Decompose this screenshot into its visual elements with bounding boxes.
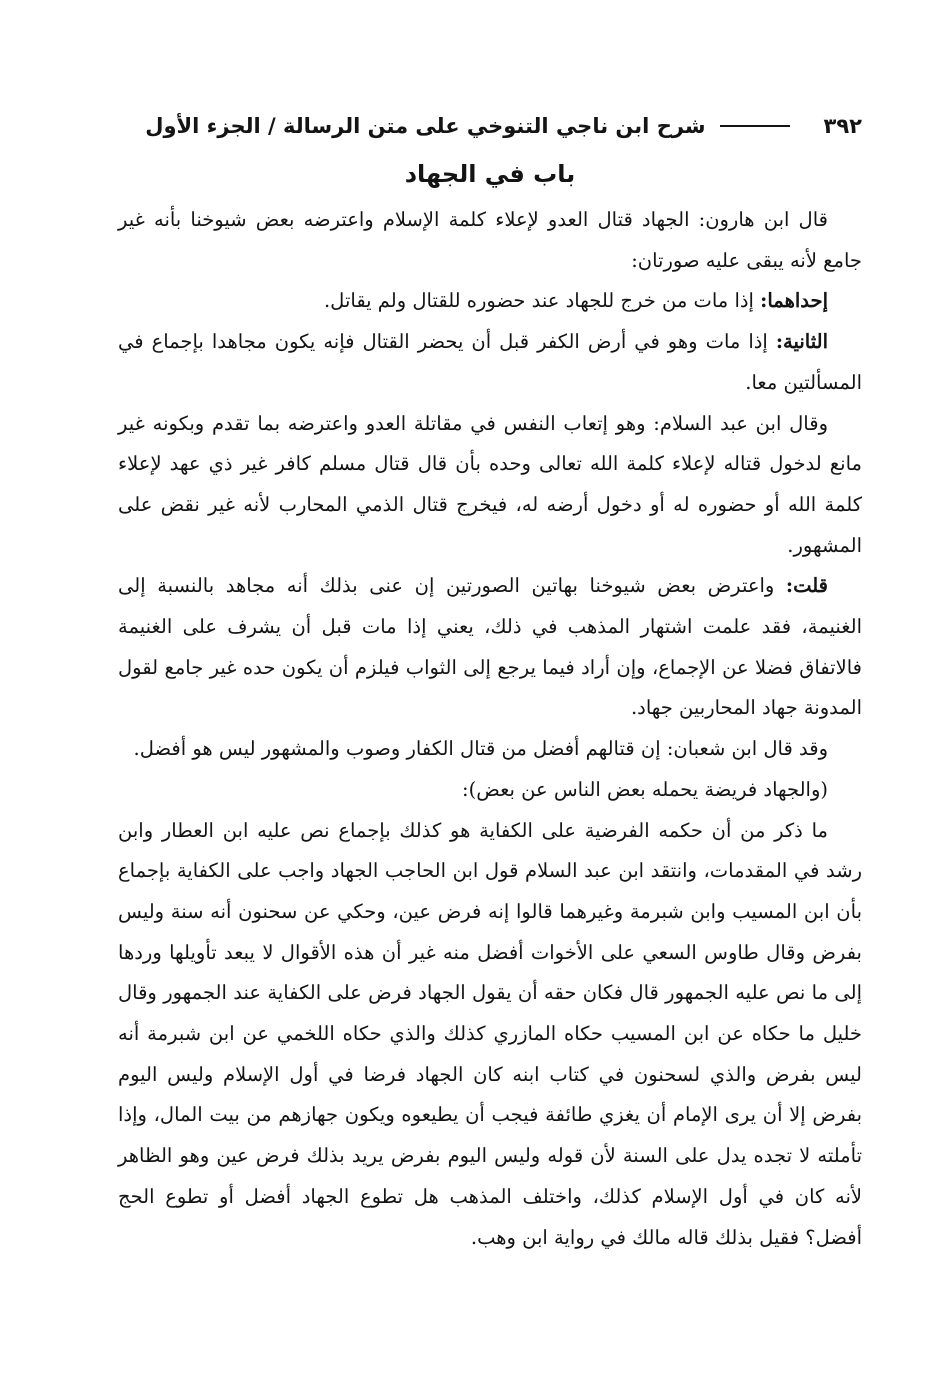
paragraph-first-case bbox=[118, 281, 862, 322]
book-page bbox=[118, 104, 862, 1258]
paragraph-matn-quote bbox=[118, 770, 862, 811]
paragraph-text: إذا مات من خرج للجهاد عند حضوره للقتال ولم يقاتل. bbox=[323, 289, 761, 313]
paragraph-second-case bbox=[118, 322, 862, 403]
paragraph-text: (والجهاد فريضة يحمله بعض الناس عن بعض): bbox=[462, 777, 828, 801]
paragraph-text: إذا مات وهو في أرض الكفر قبل أن يحضر القتال فإنه يكون مجاهدا بإجماع في المسألتين معا. bbox=[118, 330, 862, 394]
page-number: ٣٩٢ bbox=[823, 114, 862, 138]
paragraph-lead: الثانية: bbox=[775, 330, 828, 354]
paragraph-text: قال ابن هارون: الجهاد قتال العدو لإعلاء كلمة الإسلام واعترضه بعض شيوخنا بأنه غير جامع لأنه يبقى عليه صورتان: bbox=[118, 208, 862, 272]
running-header bbox=[118, 104, 862, 148]
paragraph-lead: إحداهما: bbox=[760, 289, 828, 313]
paragraph-commentary bbox=[118, 811, 862, 1259]
paragraph-text: وقد قال ابن شعبان: إن قتالهم أفضل من قتال الكفار وصوب والمشهور ليس هو أفضل. bbox=[133, 737, 828, 761]
paragraph-ibn-harun bbox=[118, 200, 862, 281]
paragraph-text: واعترض بعض شيوخنا بهاتين الصورتين إن عنى بذلك أنه مجاهد بالنسبة إلى الغنيمة، فقد علمت اشتهار المذهب في ذلك، يعني إذا مات قبل أن يشرف على الغنيمة فالاتفاق فضلا عن الإجماع، وإن أراد فيما يرجع إلى الثواب فيلزم أن يكون حده غير جامع لقول المدونة جهاد المحاربين جهاد. bbox=[118, 574, 862, 720]
header-rule bbox=[720, 125, 790, 127]
body-text bbox=[118, 200, 862, 1258]
paragraph-ibn-abd-al-salam bbox=[118, 404, 862, 567]
paragraph-qultu bbox=[118, 566, 862, 729]
paragraph-text: ما ذكر من أن حكمه الفرضية على الكفاية هو كذلك بإجماع نص عليه ابن العطار وابن رشد في المقدمات، وانتقد ابن عبد السلام قول ابن الحاجب الجهاد واجب على الكفاية بإجماع بأن ابن المسيب وابن شبرمة وغيرهما قالوا إنه فرض عين، وحكي عن سحنون أنه سنة وليس بفرض وقال طاوس السعي على الأخوات أفضل منه غير أن هذه الأقوال لا يبعد تأويلها وردها إلى ما نص عليه الجمهور قال فكان حقه أن يقول الجهاد فرض على الكفاية عند الجمهور وقال خليل ما حكاه عن ابن المسيب حكاه المازري كذلك والذي حكاه اللخمي عن ابن شبرمة أنه ليس بفرض والذي لسحنون في كتاب ابنه كان الجهاد فرضا في أول الإسلام وليس اليوم بفرض إلا أن يرى الإمام أن يغزي طائفة فيجب أن يطيعوه ويكون جهازهم من بيت المال، وإذا تأملته لا تجده يدل على السنة لأن قوله وليس اليوم بفرض يريد بذلك فرض عين وهو الظاهر لأنه كان في أول الإسلام كذلك، واختلف المذهب هل تطوع الجهاد أفضل أو تطوع الحج أفضل؟ فقيل بذلك قاله مالك في رواية ابن وهب. bbox=[118, 818, 862, 1249]
running-title: شرح ابن ناجي التنوخي على متن الرسالة / الجزء الأول bbox=[145, 114, 706, 138]
paragraph-ibn-shaban bbox=[118, 729, 862, 770]
paragraph-text: وقال ابن عبد السلام: وهو إتعاب النفس في مقاتلة العدو واعترضه بما تقدم وبكونه غير مانع لدخول قتاله لإعلاء كلمة الله تعالى وحده بأن قال قتال مسلم كافر غير ذي عهد لإعلاء كلمة الله أو حضوره له أو دخول أرضه له، فيخرج قتال الذمي المحارب لأنه غير نقض على المشهور. bbox=[118, 411, 862, 557]
paragraph-lead: قلت: bbox=[785, 574, 828, 598]
chapter-title: باب في الجهاد bbox=[404, 160, 576, 188]
